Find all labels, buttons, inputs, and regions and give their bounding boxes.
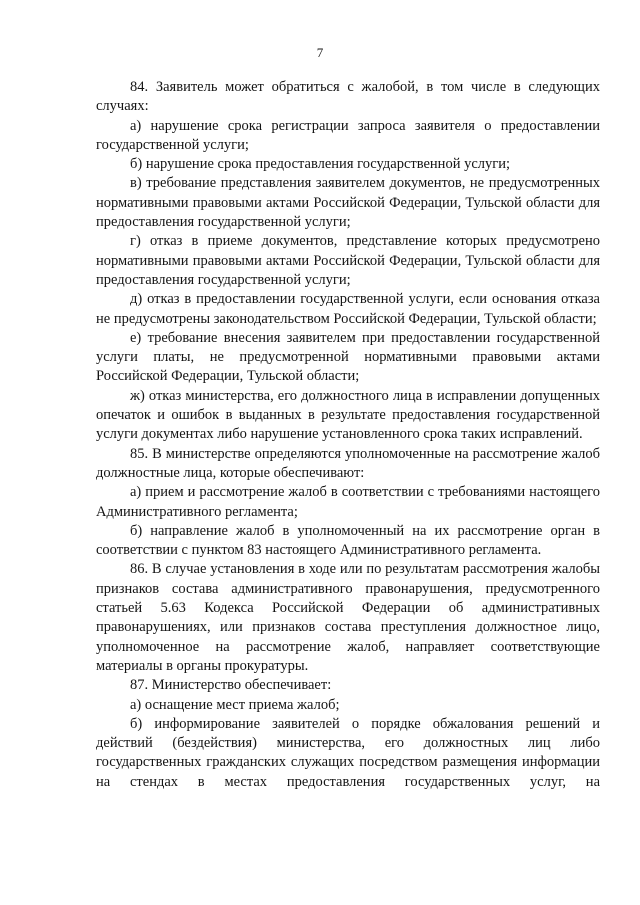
- paragraph-85: 85. В министерстве определяются уполномоченные на рассмотрение жалоб должностные лица, которые обеспечивают:: [96, 445, 600, 481]
- document-body: [96, 78, 600, 792]
- paragraph-85-a: а) прием и рассмотрение жалоб в соответствии с требованиями настоящего Административного регламента;: [96, 484, 600, 520]
- paragraph-84-g: г) отказ в приеме документов, представление которых предусмотрено нормативными правовыми актами Российской Федерации, Тульской области для предоставления государственной услуги;: [96, 233, 600, 288]
- paragraph-85-b: б) направление жалоб в уполномоченный на их рассмотрение орган в соответствии с пунктом 83 настоящего Административного регламента.: [96, 522, 600, 559]
- paragraph-84-d: д) отказ в предоставлении государственной услуги, если основания отказа не предусмотрены законодательством Российской Федерации, Тульской области;: [96, 291, 600, 327]
- page-number: 7: [316, 45, 324, 60]
- paragraph-84-zh: ж) отказ министерства, его должностного лица в исправлении допущенных опечаток и ошибок в выданных в результате предоставления государственной услуги документах либо нарушение установленного срока таких исправлений.: [96, 387, 600, 443]
- paragraph-84-v: в) требование представления заявителем документов, не предусмотренных нормативными правовыми актами Российской Федерации, Тульской области для предоставления государственной услуги;: [96, 175, 600, 231]
- paragraph-86: 86. В случае установления в ходе или по результатам рассмотрения жалобы признаков состава административного правонарушения, предусмотренного статьей 5.63 Кодекса Российской Федерации об административных правонарушениях, или признаков состава преступления должностное лицо, уполномоченное на рассмотрение жалоб, направляет соответствующие материалы в органы прокуратуры.: [96, 561, 600, 674]
- paragraph-84: 84. Заявитель может обратиться с жалобой, в том числе в следующих случаях:: [96, 79, 600, 115]
- paragraph-84-b: б) нарушение срока предоставления государственной услуги;: [130, 156, 510, 173]
- paragraph-84-a: а) нарушение срока регистрации запроса заявителя о предоставлении государственной услуги;: [96, 117, 600, 153]
- paragraph-87-b: б) информирование заявителей о порядке обжалования решений и действий (бездействия) министерства, его должностных лиц либо государственных гражданских служащих посредством размещения информации на стендах в местах предоставления государственных услуг, на: [96, 715, 600, 790]
- paragraph-84-e: е) требование внесения заявителем при предоставлении государственной услуги платы, не предусмотренной нормативными правовыми актами Российской Федерации, Тульской области;: [96, 329, 600, 385]
- paragraph-87-a: а) оснащение мест приема жалоб;: [130, 696, 340, 713]
- paragraph-87: 87. Министерство обеспечивает:: [130, 677, 332, 694]
